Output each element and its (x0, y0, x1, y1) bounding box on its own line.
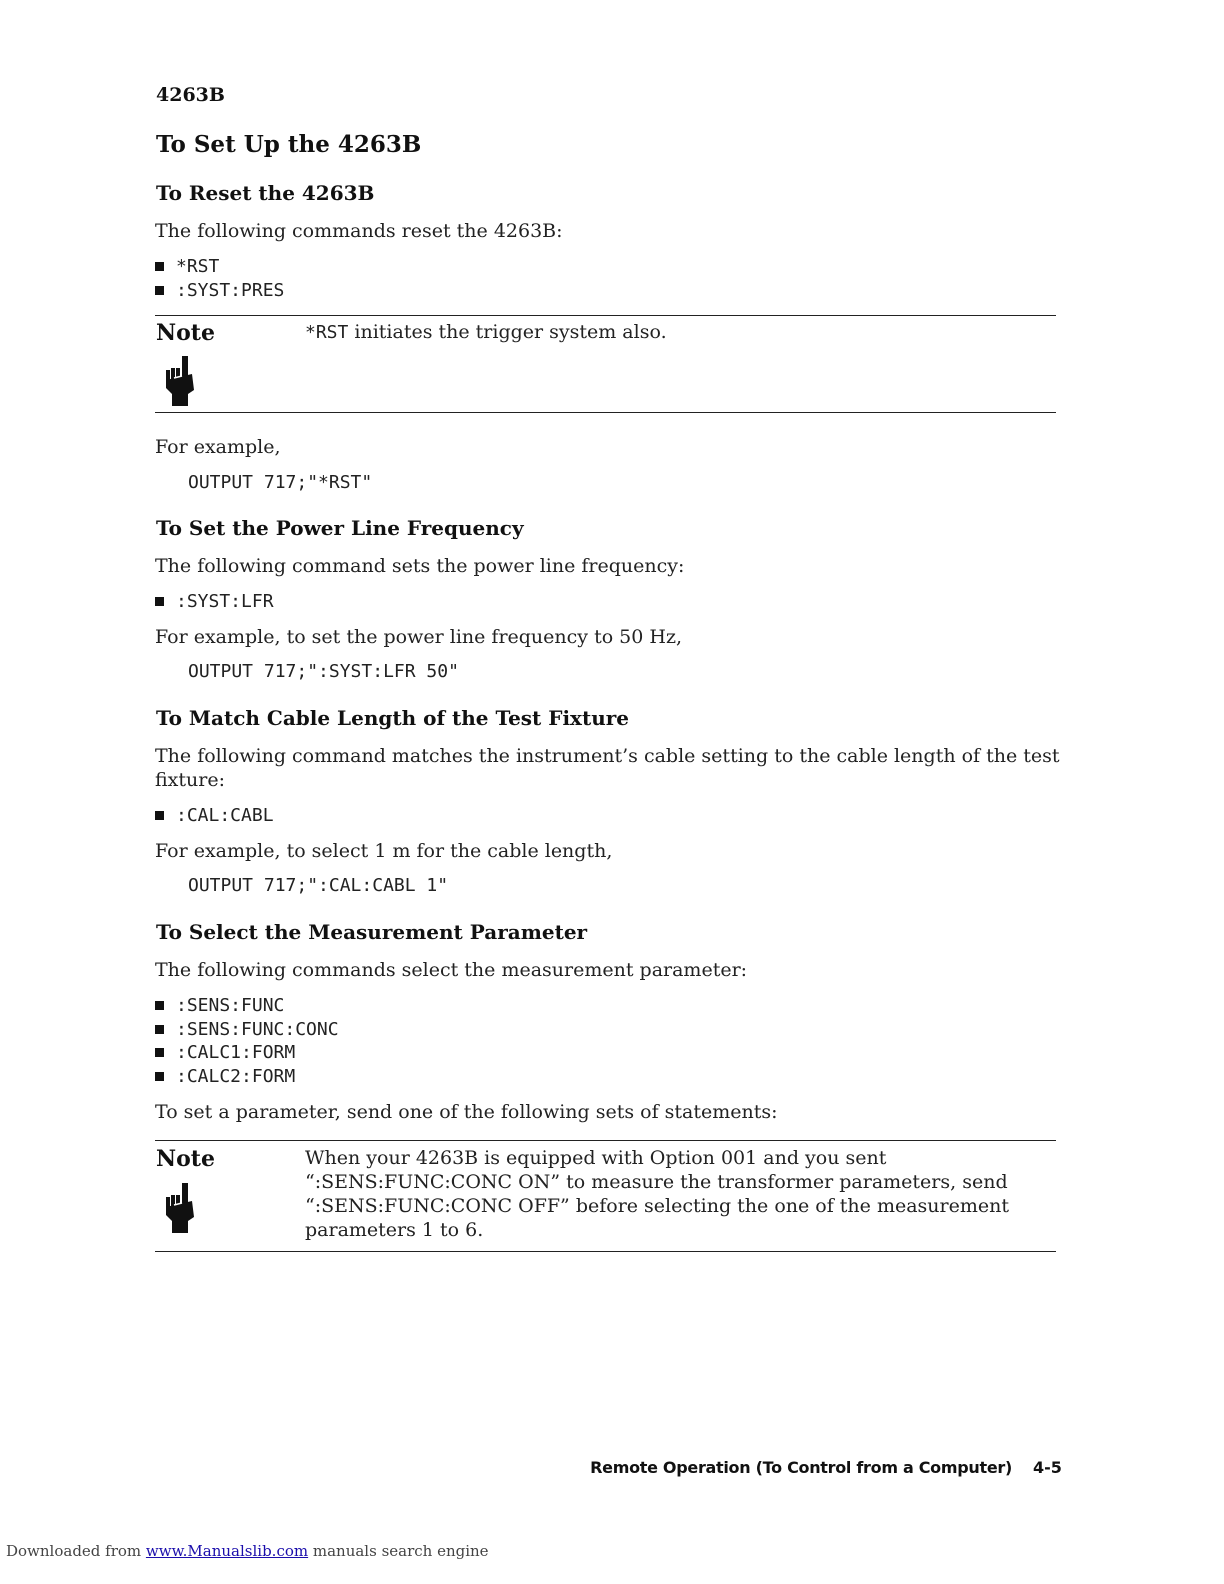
note-top-rule (155, 1140, 1056, 1141)
bullet-icon (155, 1001, 164, 1010)
running-head: 4263B (156, 84, 225, 106)
download-prefix: Downloaded from (6, 1542, 146, 1560)
note-line: “:SENS:FUNC:CONC OFF” before selecting the one of the measurement (305, 1195, 1009, 1217)
note-text (305, 320, 1025, 345)
code-example: OUTPUT 717;":SYST:LFR 50" (188, 661, 459, 682)
list-item (155, 256, 219, 277)
command-calc2-form: :CALC2:FORM (176, 1066, 296, 1087)
page-title: To Set Up the 4263B (156, 131, 422, 158)
reset-heading: To Reset the 4263B (156, 181, 375, 205)
download-note (6, 1542, 489, 1560)
example-intro: For example, to set the power line frequency to 50 Hz, (155, 626, 683, 648)
bullet-icon (155, 1048, 164, 1057)
list-item (155, 995, 284, 1016)
cable-intro-line: The following command matches the instrument’s cable setting to the cable length of the test (155, 745, 1060, 767)
footer-title: Remote Operation (To Control from a Computer) (590, 1458, 1012, 1477)
list-item (155, 1042, 295, 1063)
bullet-icon (155, 286, 164, 295)
list-item (155, 280, 284, 301)
note-line: parameters 1 to 6. (305, 1219, 484, 1241)
reset-intro: The following commands reset the 4263B: (155, 220, 563, 242)
list-item (155, 1066, 295, 1087)
command-sens-func: :SENS:FUNC (176, 995, 285, 1016)
note-bottom-rule (155, 1251, 1056, 1252)
note-label: Note (156, 1146, 215, 1172)
command-syst-lfr: :SYST:LFR (176, 591, 274, 612)
command-sens-func-conc: :SENS:FUNC:CONC (176, 1019, 339, 1040)
command-cal-cabl: :CAL:CABL (176, 805, 274, 826)
cable-intro-line: fixture: (155, 769, 225, 791)
bullet-icon (155, 262, 164, 271)
command-syst-pres: :SYST:PRES (176, 280, 285, 301)
note-label: Note (156, 320, 215, 346)
note-line: “:SENS:FUNC:CONC ON” to measure the transformer parameters, send (305, 1171, 1008, 1193)
note-bottom-rule (155, 412, 1056, 413)
note-sentence: initiates the trigger system also. (348, 321, 667, 343)
note-line: When your 4263B is equipped with Option 001 and you sent (305, 1147, 887, 1169)
cable-heading: To Match Cable Length of the Test Fixture (156, 706, 630, 730)
page-number: 4-5 (1033, 1458, 1062, 1477)
power-intro: The following command sets the power line frequency: (155, 555, 685, 577)
command-rst: *RST (176, 256, 220, 277)
list-item (155, 805, 274, 826)
bullet-icon (155, 1072, 164, 1081)
measure-heading: To Select the Measurement Parameter (156, 920, 588, 944)
download-suffix: manuals search engine (308, 1542, 489, 1560)
list-item (155, 1019, 339, 1040)
note-top-rule (155, 315, 1056, 316)
power-heading: To Set the Power Line Frequency (156, 516, 524, 540)
bullet-icon (155, 1025, 164, 1034)
example-intro: For example, to select 1 m for the cable length, (155, 840, 613, 862)
code-example: OUTPUT 717;"*RST" (188, 472, 373, 493)
cable-intro (155, 744, 1060, 792)
manualslib-link[interactable]: www.Manualslib.com (145, 1542, 309, 1560)
note-code: *RST (305, 322, 349, 343)
pointing-hand-icon (162, 1183, 198, 1233)
bullet-icon (155, 597, 164, 606)
pointing-hand-icon (162, 356, 198, 406)
code-example: OUTPUT 717;":CAL:CABL 1" (188, 875, 449, 896)
measure-intro: The following commands select the measurement parameter: (155, 959, 748, 981)
example-intro: For example, (155, 436, 281, 458)
command-calc1-form: :CALC1:FORM (176, 1042, 296, 1063)
measure-outro: To set a parameter, send one of the following sets of statements: (155, 1101, 778, 1123)
list-item (155, 591, 274, 612)
bullet-icon (155, 811, 164, 820)
note-text (305, 1146, 1025, 1242)
